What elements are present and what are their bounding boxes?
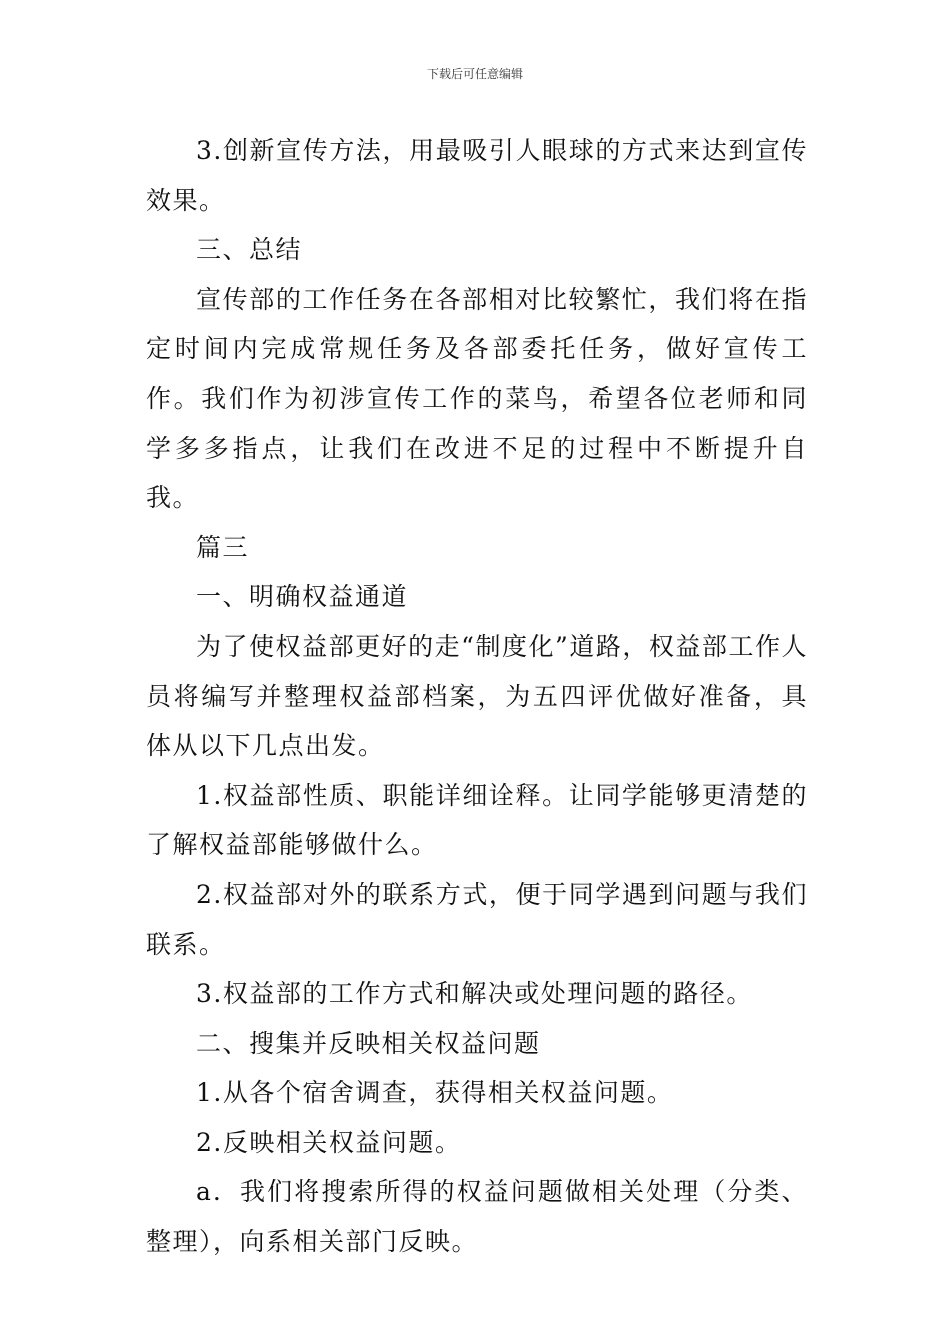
list-item-rights-nature: 1.权益部性质、职能详细诠释。让同学能够更清楚的了解权益部能够做什么。 (146, 780, 808, 860)
section-heading-collect-issues: 二、搜集并反映相关权益问题 (196, 1028, 541, 1058)
chapter-heading-part-three: 篇三 (196, 532, 250, 562)
paragraph-promotion-method: 3.创新宣传方法，用最吸引人眼球的方式来达到宣传效果。 (146, 136, 808, 215)
paragraph-summary: 宣传部的工作任务在各部相对比较繁忙，我们将在指定时间内完成常规任务及各部委托任务，做好宣传工作。我们作为初涉宣传工作的菜鸟，希望各位老师和同学多多指点，让我们在改进不足的过程中不断提升自我。 (146, 284, 808, 513)
section-heading-rights-channel: 一、明确权益通道 (196, 582, 409, 612)
list-item-process-issues: a．我们将搜索所得的权益问题做相关处理（分类、整理），向系相关部门反映。 (146, 1177, 808, 1257)
list-item-dorm-survey: 1.从各个宿舍调查，获得相关权益问题。 (196, 1078, 674, 1108)
page-header: 下载后可任意编辑 (426, 67, 523, 81)
list-item-contact-method: 2.权益部对外的联系方式，便于同学遇到问题与我们联系。 (146, 879, 808, 959)
list-item-work-method: 3.权益部的工作方式和解决或处理问题的路径。 (196, 979, 753, 1009)
document-body (146, 126, 808, 1267)
list-item-report-issues: 2.反映相关权益问题。 (196, 1127, 462, 1157)
section-heading-summary: 三、总结 (196, 235, 303, 265)
paragraph-rights-intro: 为了使权益部更好的走“制度化”道路，权益部工作人员将编写并整理权益部档案，为五四评优做好准备，具体从以下几点出发。 (146, 631, 808, 761)
